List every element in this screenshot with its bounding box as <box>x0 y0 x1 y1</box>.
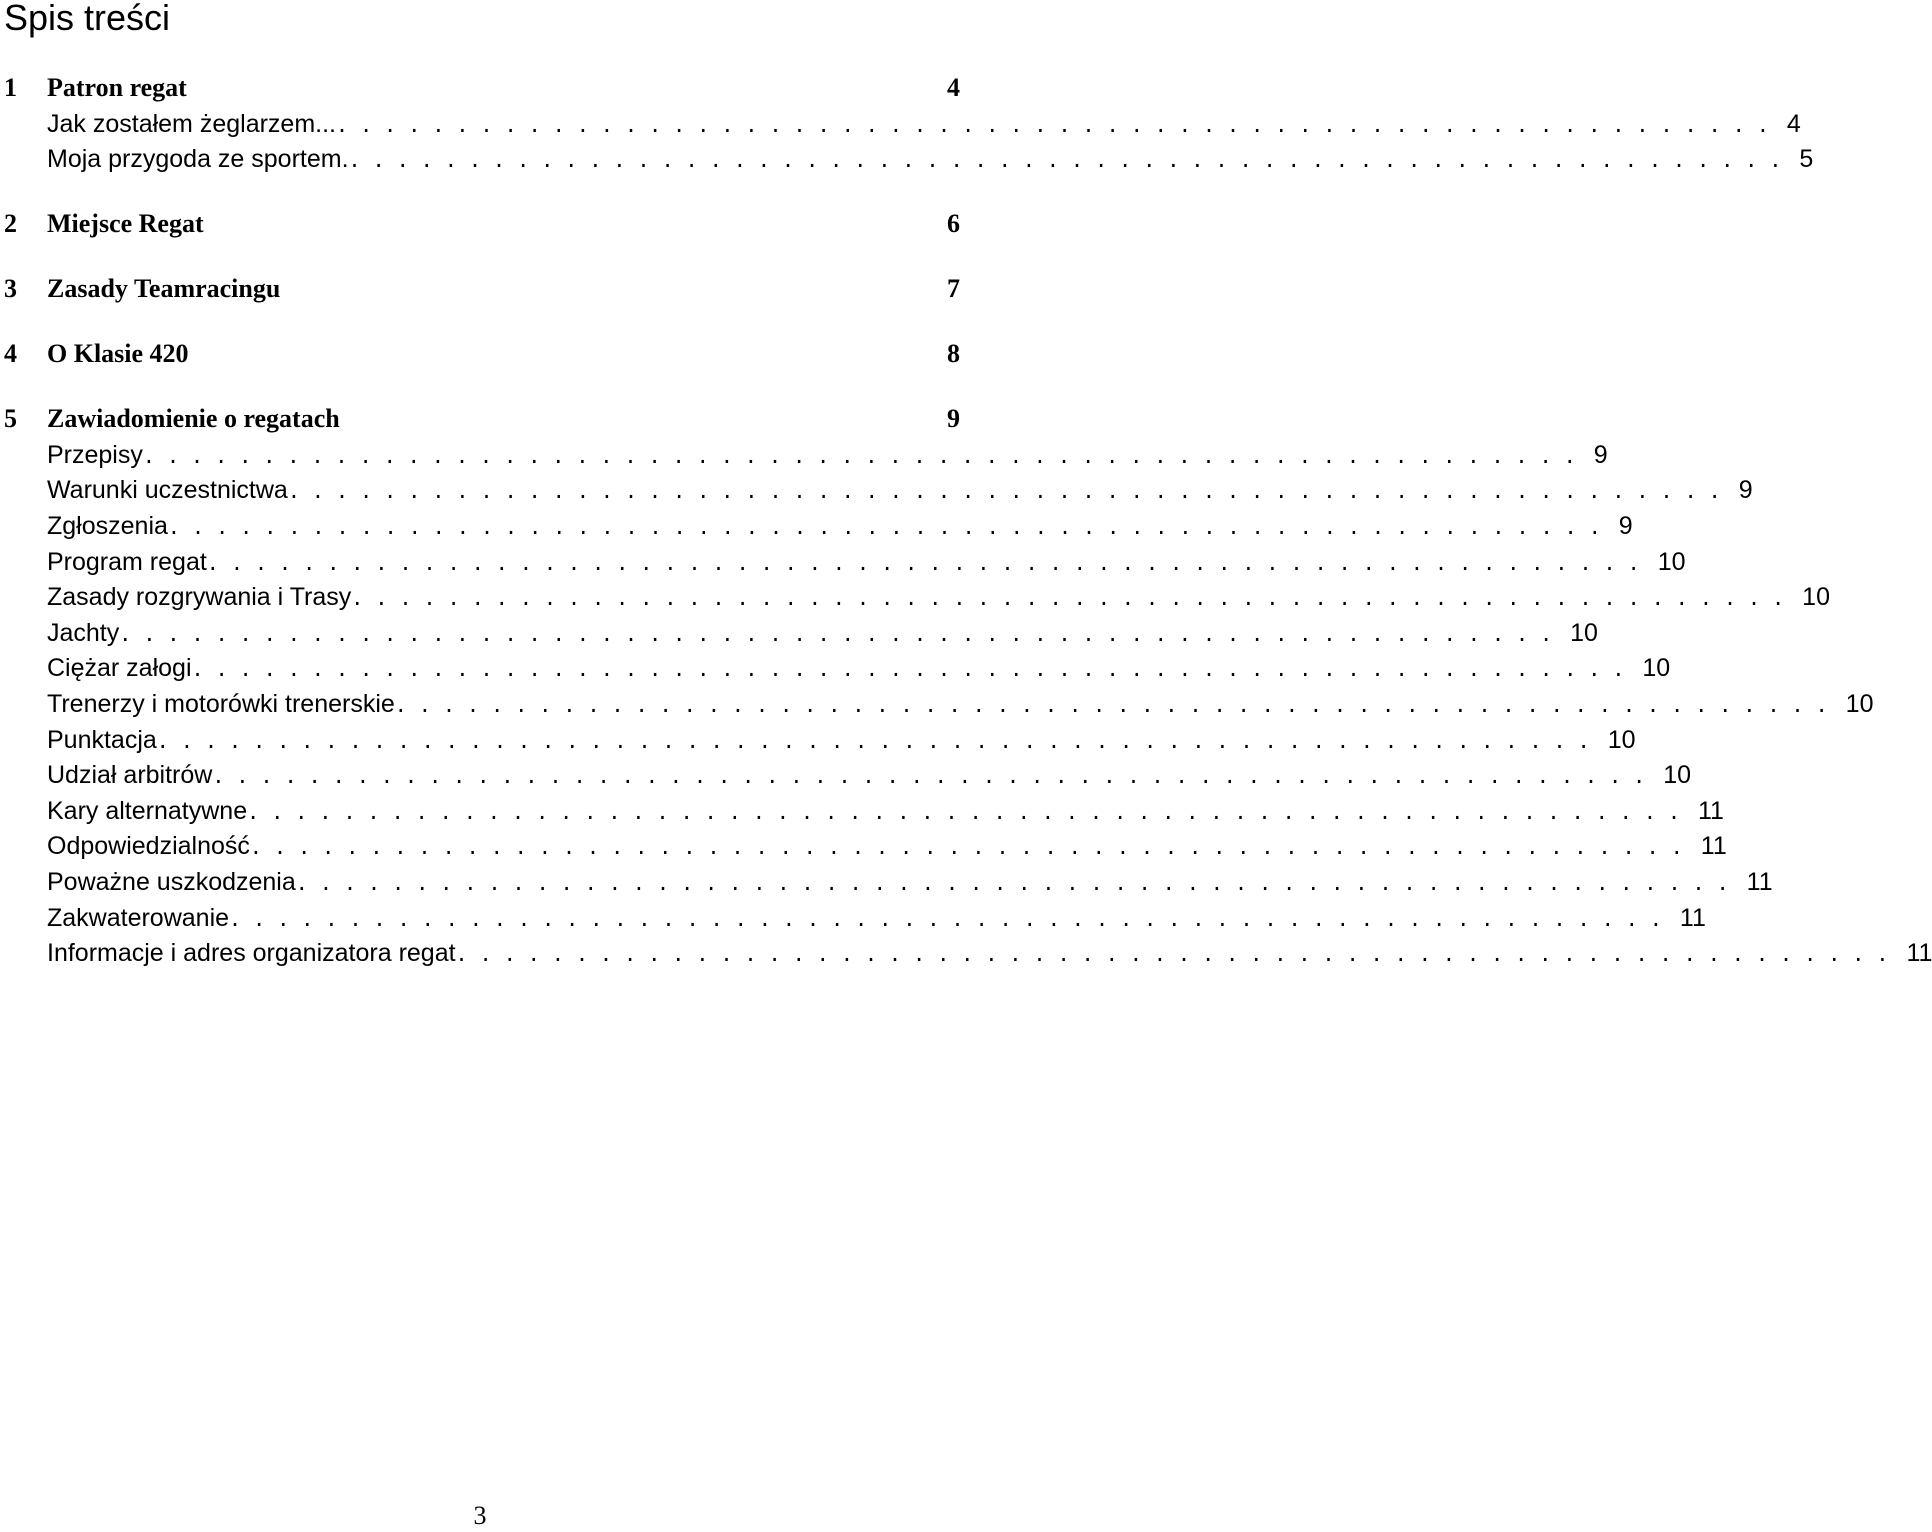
subsection-title: Przepisy <box>47 440 143 469</box>
subsection-page-number: 10 <box>1570 618 1598 647</box>
section-title: O Klasie 420 <box>47 339 189 369</box>
toc-section-2[interactable] <box>0 206 960 242</box>
dot-leader: . . . . . . . . . . . . . . . . . . . . . . . . . . . . . . . . . . . . . . . . . . . . . . . . . . . . . . . . . . . . <box>287 479 1721 504</box>
toc-subsection[interactable] <box>47 579 1830 615</box>
subsection-page-number: 9 <box>1593 440 1608 469</box>
subsection-page-number: 10 <box>1642 654 1671 683</box>
section-page-number: 4 <box>947 73 960 102</box>
dot-leader: . . . . . . . . . . . . . . . . . . . . . . . . . . . . . . . . . . . . . . . . . . . . . . . . . . . . . . . . . . . . <box>167 515 1601 539</box>
subsection-title: Zgłoszenia <box>47 512 168 540</box>
section-number: 3 <box>4 274 17 304</box>
toc-section-3[interactable] <box>0 271 960 307</box>
section-page-number: 9 <box>947 404 960 434</box>
subsection-page-number: 10 <box>1607 725 1636 754</box>
dot-leader: . . . . . . . . . . . . . . . . . . . . . . . . . . . . . . . . . . . . . . . . . . . . . . . . . . . . . . . . . . . . <box>295 871 1729 895</box>
subsection-title: Program regat <box>47 547 207 576</box>
subsection-title: Zakwaterowanie <box>47 903 230 932</box>
subsection-page-number: 11 <box>1679 903 1706 932</box>
dot-leader: . . . . . . . . . . . . . . . . . . . . . . . . . . . . . . . . . . . . . . . . . . . . . . . . . . . . . . . . . . . . <box>191 657 1625 682</box>
section-title: Zasady Teamracingu <box>47 274 281 304</box>
page-number: 3 <box>473 1501 487 1530</box>
subsection-page-number: 9 <box>1618 512 1633 540</box>
toc-subsection[interactable] <box>47 935 1932 971</box>
subsection-title: Warunki uczestnictwa <box>47 476 288 505</box>
dot-leader: . . . . . . . . . . . . . . . . . . . . . . . . . . . . . . . . . . . . . . . . . . . . . . . . . . . . . . . . . . . . <box>206 550 1640 575</box>
dot-leader: . . . . . . . . . . . . . . . . . . . . . . . . . . . . . . . . . . . . . . . . . . . . . . . . . . . . . . . . . . . . <box>119 621 1553 646</box>
toc-section-5[interactable] <box>0 401 960 437</box>
subsection-title: Jachty <box>47 618 120 647</box>
subsection-page-number: 11 <box>1698 796 1724 825</box>
subsection-page-number: 4 <box>1786 109 1801 138</box>
subsection-page-number: 11 <box>1906 939 1932 968</box>
toc-subsection[interactable] <box>47 757 1692 793</box>
subsection-title: Ciężar załogi <box>47 654 192 683</box>
subsection-page-number: 9 <box>1738 476 1753 505</box>
subsection-page-number: 11 <box>1700 832 1727 861</box>
dot-leader: . . . . . . . . . . . . . . . . . . . . . . . . . . . . . . . . . . . . . . . . . . . . . . . . . . . . . . . . . . . . <box>249 835 1683 860</box>
toc-subsection[interactable] <box>47 508 1633 544</box>
toc-subsection[interactable] <box>47 650 1671 686</box>
toc-subsection[interactable] <box>47 686 1874 722</box>
dot-leader: . . . . . . . . . . . . . . . . . . . . . . . . . . . . . . . . . . . . . . . . . . . . . . . . . . . . . . . . . . . . <box>142 443 1576 468</box>
section-title: Zawiadomienie o regatach <box>47 404 340 434</box>
dot-leader: . . . . . . . . . . . . . . . . . . . . . . . . . . . . . . . . . . . . . . . . . . . . . . . . . . . . . . . . . . . . <box>247 799 1680 824</box>
toc-subsection[interactable] <box>47 722 1636 758</box>
dot-leader: . . . . . . . . . . . . . . . . . . . . . . . . . . . . . . . . . . . . . . . . . . . . . . . . . . . . . . . . . . . . <box>156 728 1590 753</box>
subsection-page-number: 11 <box>1746 868 1773 896</box>
section-number: 2 <box>4 209 17 239</box>
subsection-title: Moja przygoda ze sportem. <box>47 145 349 174</box>
subsection-title: Udział arbitrów <box>47 761 213 790</box>
subsection-page-number: 10 <box>1845 690 1874 718</box>
toc-title: Spis treści <box>4 0 171 38</box>
dot-leader: . . . . . . . . . . . . . . . . . . . . . . . . . . . . . . . . . . . . . . . . . . . . . . . . . . . . . . . . . . . . <box>351 586 1785 611</box>
subsection-title: Odpowiedzialność <box>47 832 250 861</box>
toc-subsection[interactable] <box>47 472 1753 508</box>
toc-subsection[interactable] <box>47 864 1773 900</box>
section-page-number: 6 <box>947 209 960 239</box>
section-number: 5 <box>4 404 17 434</box>
toc-section-1[interactable] <box>0 70 960 106</box>
section-title: Miejsce Regat <box>47 209 204 239</box>
toc-subsection[interactable] <box>47 437 1608 473</box>
toc-subsection[interactable] <box>47 828 1727 864</box>
subsection-page-number: 10 <box>1802 583 1830 612</box>
subsection-title: Punktacja <box>47 725 157 754</box>
subsection-title: Kary alternatywne <box>47 796 248 825</box>
dot-leader: . . . . . . . . . . . . . . . . . . . . . . . . . . . . . . . . . . . . . . . . . . . . . . . . . . . . . . . . . . . . <box>394 693 1828 717</box>
section-number: 4 <box>4 339 17 369</box>
subsection-page-number: 10 <box>1663 761 1692 790</box>
toc-section-4[interactable] <box>0 336 960 372</box>
section-title: Patron regat <box>47 73 187 102</box>
toc-subsection[interactable] <box>47 544 1686 580</box>
subsection-page-number: 5 <box>1799 145 1814 174</box>
subsection-title: Informacje i adres organizatora regat <box>47 939 456 968</box>
dot-leader: . . . . . . . . . . . . . . . . . . . . . . . . . . . . . . . . . . . . . . . . . . . . . . . . . . . . . . . . . . . . <box>455 942 1889 967</box>
dot-leader: . . . . . . . . . . . . . . . . . . . . . . . . . . . . . . . . . . . . . . . . . . . . . . . . . . . . . . . . . . . . <box>229 906 1662 931</box>
subsection-title: Poważne uszkodzenia <box>47 868 296 896</box>
subsection-title: Trenerzy i motorówki trenerskie <box>47 690 395 718</box>
dot-leader: . . . . . . . . . . . . . . . . . . . . . . . . . . . . . . . . . . . . . . . . . . . . . . . . . . . . . . . . . . . . <box>348 148 1782 173</box>
subsection-title: Jak zostałem żeglarzem... <box>47 109 336 138</box>
toc-subsection[interactable] <box>47 141 1814 177</box>
toc-subsection[interactable] <box>47 900 1706 936</box>
toc-subsection[interactable] <box>47 793 1724 829</box>
dot-leader: . . . . . . . . . . . . . . . . . . . . . . . . . . . . . . . . . . . . . . . . . . . . . . . . . . . . . . . . . . . . <box>336 112 1769 137</box>
section-page-number: 8 <box>947 339 960 369</box>
toc-subsection[interactable] <box>47 106 1801 142</box>
subsection-title: Zasady rozgrywania i Trasy <box>47 583 352 612</box>
section-number: 1 <box>4 73 17 102</box>
dot-leader: . . . . . . . . . . . . . . . . . . . . . . . . . . . . . . . . . . . . . . . . . . . . . . . . . . . . . . . . . . . . <box>212 764 1646 789</box>
subsection-page-number: 10 <box>1657 547 1686 576</box>
toc-subsection[interactable] <box>47 615 1598 651</box>
section-page-number: 7 <box>947 274 960 304</box>
